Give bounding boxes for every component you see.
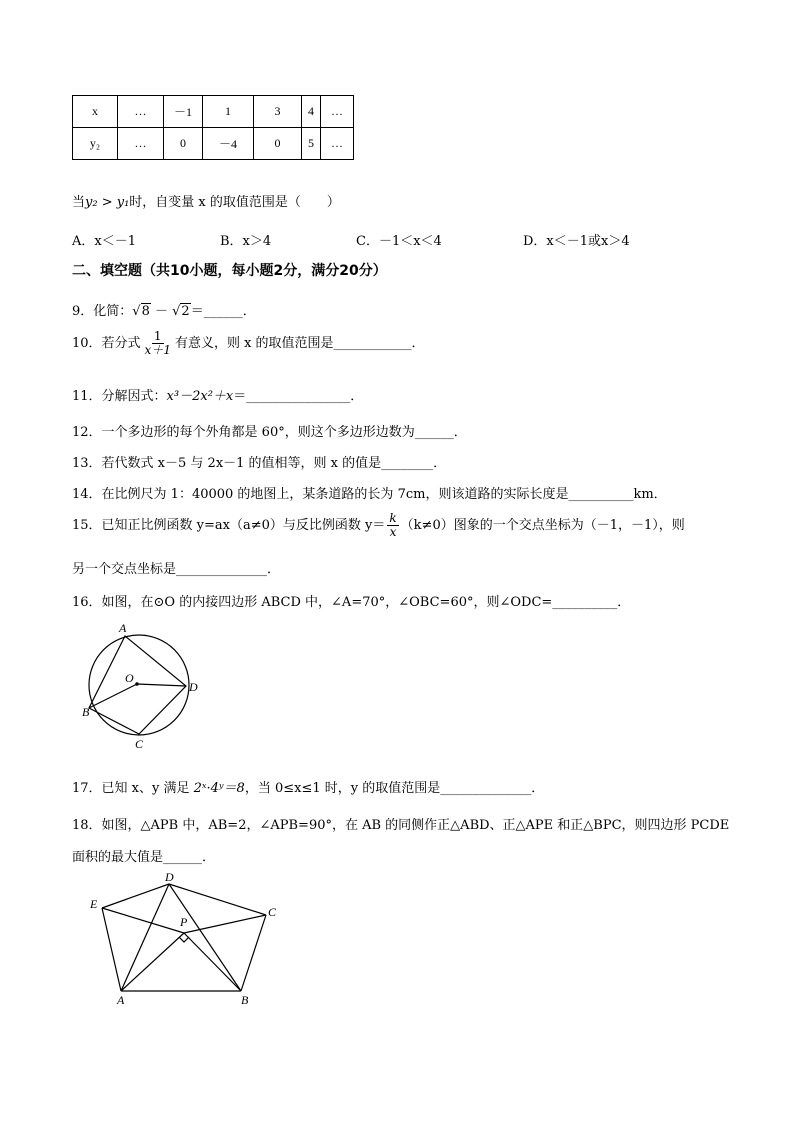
label-b: B [82, 705, 90, 719]
q11-post: ＝________________． [233, 389, 364, 404]
q9-pre: 9．化简： [72, 304, 133, 319]
label-a: A [117, 993, 125, 1007]
q10-pre: 10．若分式 [72, 336, 141, 351]
table-cell: … [321, 128, 354, 160]
q9-radicand-b: 2 [181, 304, 190, 319]
table-row [73, 128, 354, 160]
option-d: D．x＜－1或x＞4 [523, 234, 630, 249]
table-cell: －4 [203, 128, 254, 160]
segment-ed [102, 884, 169, 908]
segment-ap [121, 933, 184, 991]
label-o: O [125, 671, 134, 685]
q10-post: 有意义，则 x 的取值范围是____________． [174, 336, 425, 351]
q9-post: ＝______． [190, 304, 256, 319]
segment-ae [102, 908, 121, 991]
question-10 [72, 330, 425, 357]
option-a: A．x＜－1 [72, 234, 136, 249]
table-cell: 5 [302, 128, 321, 160]
table-cell: 3 [254, 96, 302, 128]
q8-stem-pre: 当 [72, 195, 86, 210]
question-8-stem [72, 191, 340, 210]
q15-denominator: x [389, 525, 397, 539]
value-table [72, 95, 354, 160]
table-cell: －1 [164, 96, 203, 128]
center-point-o [135, 682, 139, 686]
q11-pre: 11．分解因式： [72, 389, 167, 404]
question-15-line1 [72, 512, 685, 539]
q8-stem-post: 时，自变量 x 的取值范围是（ ） [129, 195, 340, 210]
table-cell: 0 [164, 128, 203, 160]
table-cell: 0 [254, 128, 302, 160]
segment-ob [89, 684, 137, 708]
q8-condition: y₂ > y₁ [85, 195, 130, 210]
label-a: A [119, 621, 127, 635]
q15-numerator: k [389, 511, 397, 525]
q11-expression: x³－2x²＋x [166, 389, 234, 404]
q10-fraction [143, 330, 173, 357]
label-b: B [241, 993, 249, 1007]
question-12: 12．一个多边形的每个外角都是 60°，则这个多边形边数为______． [72, 425, 467, 440]
label-d: D [165, 870, 174, 884]
label-c: C [135, 737, 144, 751]
question-18-line1: 18．如图，△APB 中，AB=2，∠APB=90°，在 AB 的同侧作正△ABD、正△APE 和正△BPC，则四边形 PCDE [72, 818, 730, 833]
table-header-cell: y₂ [73, 128, 118, 160]
question-15-line2: 另一个交点坐标是______________． [72, 562, 281, 577]
q15-fraction [387, 512, 398, 539]
table-cell: 4 [302, 96, 321, 128]
question-16: 16．如图，在⊙O 的内接四边形 ABCD 中，∠A=70°，∠OBC=60°，则∠ODC=__________． [72, 595, 631, 610]
q15-line1-post: （k≠0）图象的一个交点坐标为（－1，－1），则 [400, 518, 685, 533]
q15-line1-pre: 15．已知正比例函数 y=ax（a≠0）与反比例函数 y＝ [72, 518, 386, 533]
table-header-cell: x [73, 96, 118, 128]
label-e: E [90, 897, 98, 911]
table-cell: … [321, 96, 354, 128]
section-header: 二、填空题（共10小题，每小题2分，满分20分） [72, 263, 387, 279]
label-c: C [268, 905, 277, 919]
table-cell: … [118, 96, 164, 128]
q17-post: ，当 0≤x≤1 时，y 的取值范围是______________． [244, 781, 545, 796]
question-9: 9．化简：√8 － √2＝______． [72, 304, 256, 319]
option-b: B．x＞4 [220, 234, 272, 249]
segment-cb [241, 915, 266, 991]
figure-18-triangles [84, 870, 284, 1010]
label-p: P [180, 915, 188, 929]
segment-ad [121, 884, 169, 991]
segment-od [137, 684, 186, 686]
question-14: 14．在比例尺为 1：40000 的地图上，某条道路的长为 7cm，则该道路的实际长度是__________km． [72, 487, 667, 502]
segment-pb [184, 933, 241, 991]
segment-ep [102, 908, 184, 933]
q17-expression: 2ˣ·4ʸ＝8 [193, 781, 245, 796]
question-13: 13．若代数式 x－5 与 2x－1 的值相等，则 x 的值是________． [72, 456, 447, 471]
option-c: C．－1＜x＜4 [356, 234, 442, 249]
q10-numerator: 1 [153, 329, 162, 343]
q10-denominator: x＋1 [144, 343, 171, 357]
question-17 [72, 777, 544, 796]
table-cell: 1 [203, 96, 254, 128]
label-d: D [189, 680, 198, 694]
segment-dc [169, 884, 266, 915]
q9-radicand-a: 8 [141, 304, 150, 319]
question-18-line2: 面积的最大值是______． [72, 850, 216, 865]
question-11 [72, 385, 363, 404]
table-row [73, 96, 354, 128]
right-angle-mark [179, 937, 189, 942]
q17-pre: 17．已知 x、y 满足 [72, 781, 194, 796]
figure-16-circle [78, 620, 208, 752]
table-cell: … [118, 128, 164, 160]
